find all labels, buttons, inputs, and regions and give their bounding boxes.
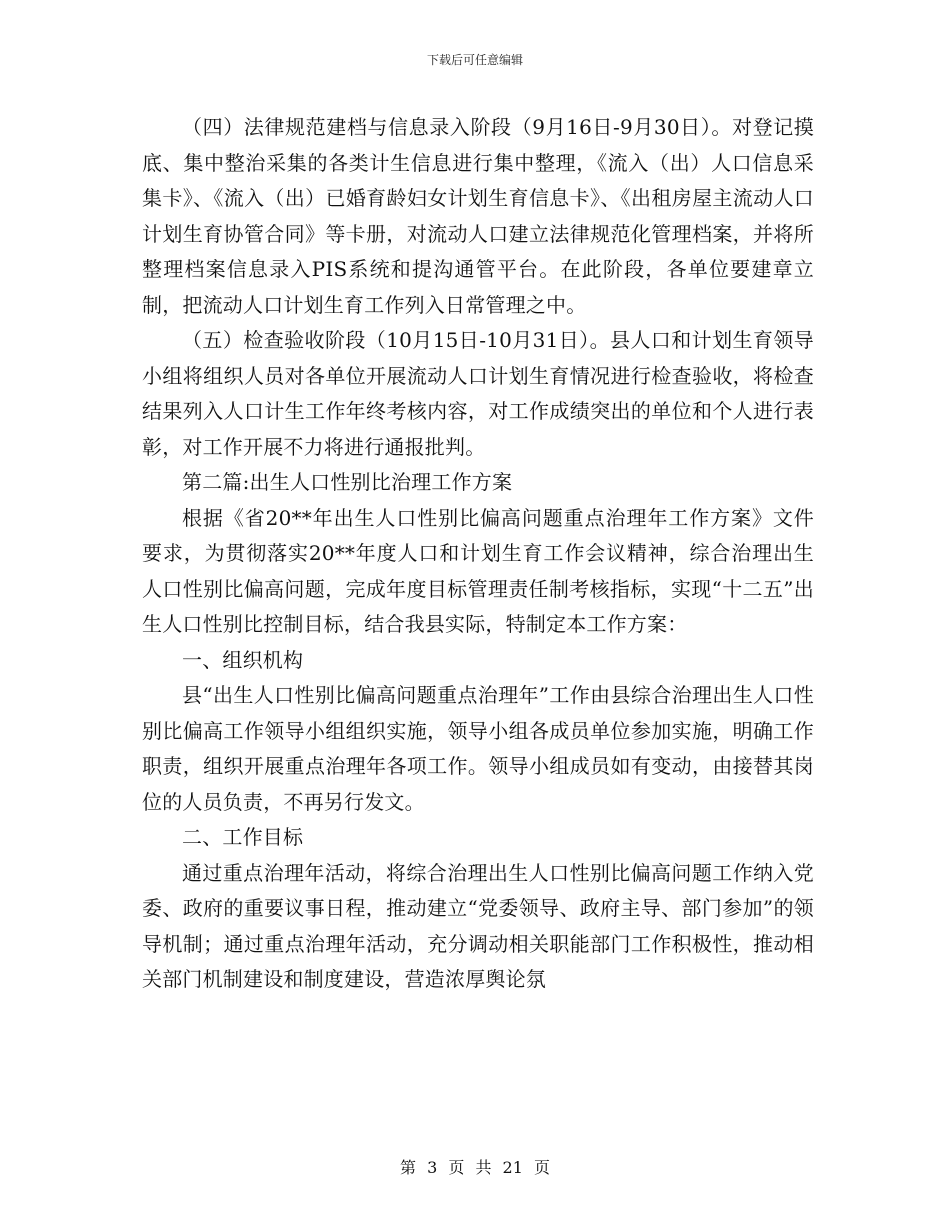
paragraph-stage-four: （四）法律规范建档与信息录入阶段（9月16日-9月30日）。对登记摸底、集中整治采集的各类计生信息进行集中整理，《流入（出）人口信息采集卡》、《流入（出）已婚育龄妇女计划生育信息卡》、《出租房屋主流动人口计划生育协管合同》等卡册，对流动人口建立法律规范化管理档案，并将所整理档案信息录入PIS系统和提沟通管平台。在此阶段，各单位要建章立制，把流动人口计划生育工作列入日常管理之中。 [142, 115, 814, 317]
heading-work-goals: 二、工作目标 [182, 825, 304, 849]
paragraph-organization: 县“出生人口性别比偏高问题重点治理年”工作由县综合治理出生人口性别比偏高工作领导小组组织实施，领导小组各成员单位参加实施，明确工作职责，组织开展重点治理年各项工作。领导小组成员如有变动，由接替其岗位的人员负责，不再另行发文。 [142, 683, 814, 814]
paragraph-work-goals: 通过重点治理年活动，将综合治理出生人口性别比偏高问题工作纳入党委、政府的重要议事日程，推动建立“党委领导、政府主导、部门参加”的领导机制；通过重点治理年活动，充分调动相关职能部门工作积极性，推动相关部门机制建设和制度建设，营造浓厚舆论氛 [142, 860, 814, 991]
paragraph-stage-five: （五）检查验收阶段（10月15日-10月31日）。县人口和计划生育领导小组将组织人员对各单位开展流动人口计划生育情况进行检查验收，将检查结果列入人口计生工作年终考核内容，对工作成绩突出的单位和个人进行表彰，对工作开展不力将进行通报批判。 [142, 328, 814, 459]
section-title-part-two: 第二篇:出生人口性别比治理工作方案 [182, 470, 513, 494]
paragraph-intro: 根据《省20**年出生人口性别比偏高问题重点治理年工作方案》文件要求，为贯彻落实20**年度人口和计划生育工作会议精神，综合治理出生人口性别比偏高问题，完成年度目标管理责任制考核指标，实现“十二五”出生人口性别比控制目标，结合我县实际，特制定本工作方案： [142, 505, 814, 636]
heading-organization: 一、组织机构 [182, 647, 304, 672]
page-header-note: 下载后可任意编辑 [426, 53, 523, 67]
document-body [142, 110, 814, 998]
page-number-footer: 第 3 页 共 21 页 [400, 1158, 550, 1177]
